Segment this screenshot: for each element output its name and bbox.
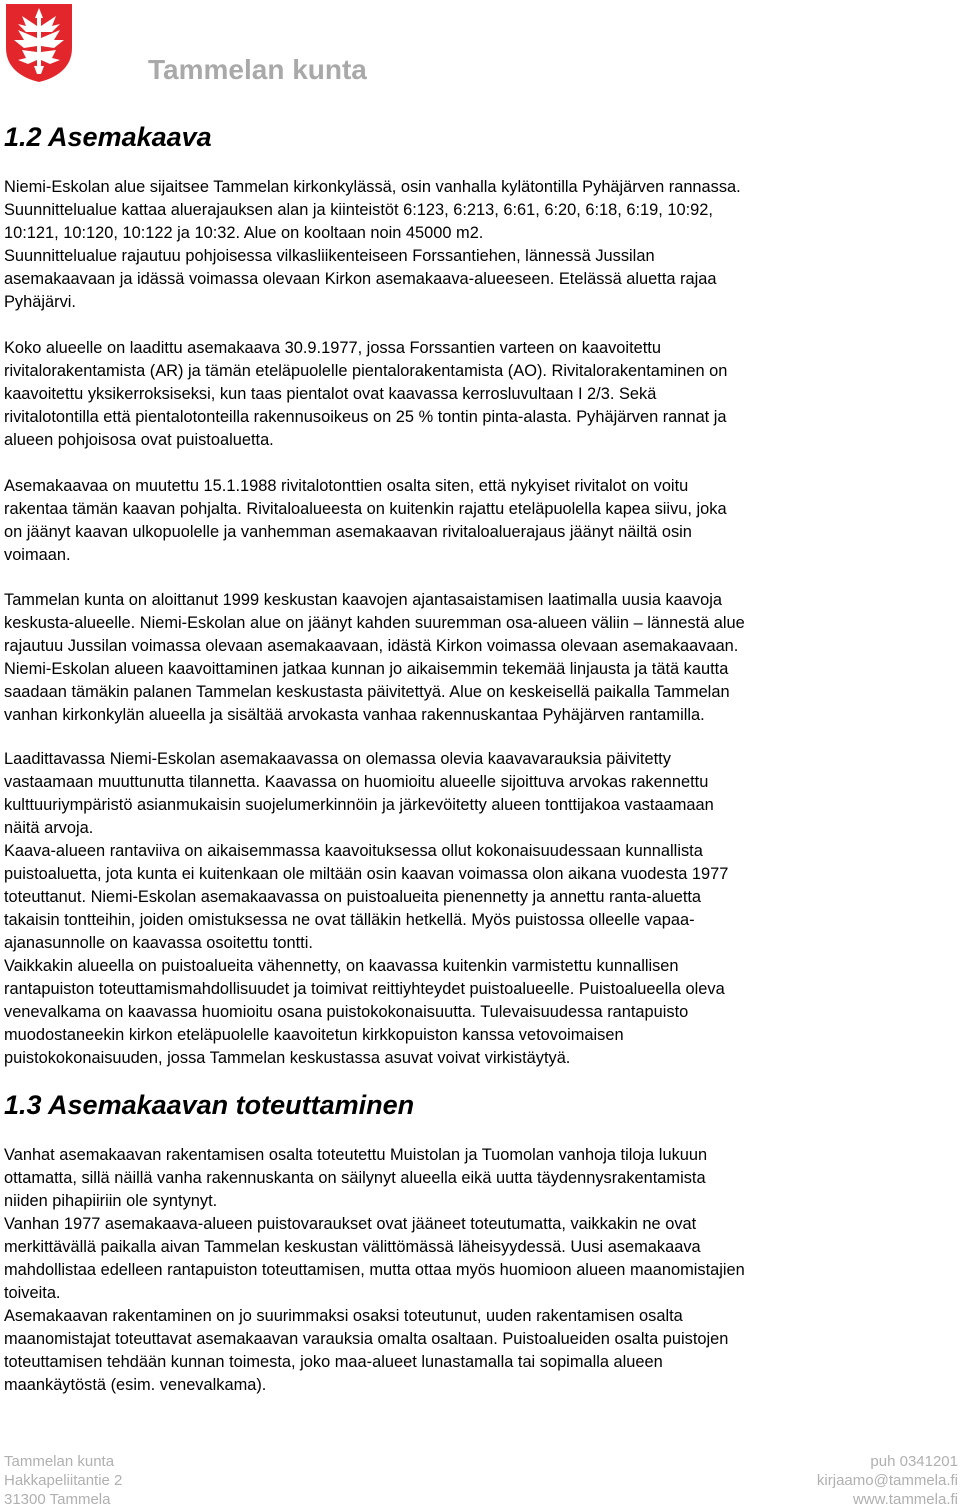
footer-street: Hakkapeliitantie 2: [4, 1472, 123, 1489]
section-heading-toteuttaminen: 1.3 Asemakaavan toteuttaminen: [4, 1090, 415, 1120]
footer-org: Tammelan kunta: [4, 1453, 115, 1470]
paragraph: Asemakaavaa on muutettu 15.1.1988 rivitalotonttien osalta siten, että nykyiset rivitalot on voitu rakentaa tämän kaavan pohjalta. Rivitaloalueesta on kuitenkin rajattu eteläpuolella kapea siivu, joka on jäänyt kaavan ulkopuolelle ja vanhemman asemakaavan rivitaloaluerajaus jäänyt näiltä osin voimaan.: [4, 477, 727, 564]
footer-postcode: 31300 Tammela: [4, 1491, 111, 1508]
paragraph: Tammelan kunta on aloittanut 1999 keskustan kaavojen ajantasaistamisen laatimalla uusia kaavoja keskusta-alueelle. Niemi-Eskolan alue on jäänyt kahden suuremman osa-alueen väliin – lännestä alue rajautuu Jussilan voimassa olevaan asemakaavaan, idästä Kirkon voimassa olevaan asemakaavaan. Niemi-Eskolan alueen kaavoittaminen jatkaa kunnan jo aikaisemmin tekemää linjausta ja tätä kautta saadaan tämäkin palanen Tammelan keskustasta päivitettyä. Alue on keskeisellä paikalla Tammelan vanhan kirkonkylän alueella ja sisältää arvokasta vanhaa rakennuskantaa Pyhäjärven rantamilla.: [4, 591, 745, 724]
paragraph: Laadittavassa Niemi-Eskolan asemakaavassa on olemassa olevia kaavavarauksia päivitetty vastaamaan muuttunutta tilannetta. Kaavassa on huomioitu alueelle sijoittuva arvokas rakennettu kulttuuriympäristö asianmukaisin suojelumerkinnöin ja järkevöitetty alueen tonttijakoa vastaamaan näitä arvoja. Kaava-alueen rantaviiva on aikaisemmassa kaavoituksessa ollut kokonaisuudessaan kunnallista puistoaluetta, jota kunta ei kuitenkaan ole miltään osin kaavan voimassa olon aikana vuodesta 1977 toteuttanut. Niemi-Eskolan asemakaavassa on puistoalueita pienennetty ja annettu ranta-aluetta takaisin tontteihin, joiden omistuksessa ne ovat tälläkin hetkellä. Myös puistossa olleelle vapaa- ajanasunnolle on kaavassa osoitettu tontti. Vaikkakin alueella on puistoalueita vähennetty, on kaavassa kuitenkin varmistettu kunnallisen rantapuiston toteuttamismahdollisuudet ja toimivat reittiyhteydet puistoalueelle. Puistoalueella oleva venevalkama on kaavassa huomioitu osana puistokokonaisuutta. Tulevaisuudessa rantapuisto muodostaneekin kirkon eteläpuolelle kaavoitetun kirkkopuiston kanssa vetovoimaisen puistokokonaisuuden, jossa Tammelan keskustassa asuvat voivat virkistäytyä.: [4, 750, 729, 1067]
footer-phone: puh 0341201: [870, 1453, 958, 1470]
footer-address: [4, 1452, 122, 1509]
paragraph: Niemi-Eskolan alue sijaitsee Tammelan kirkonkylässä, osin vanhalla kylätontilla Pyhäjärven rannassa. Suunnittelualue kattaa aluerajauksen alan ja kiinteistöt 6:123, 6:213, 6:61, 6:20, 6:18, 6:19, 10:92, 10:121, 10:120, 10:122 ja 10:32. Alue on kooltaan noin 45000 m2. Suunnittelualue rajautuu pohjoisessa vilkasliikenteiseen Forssantiehen, lännessä Jussilan asemakaavaan ja idässä voimassa olevaan Kirkon asemakaava-alueeseen. Etelässä aluetta rajaa Pyhäjärvi.: [4, 178, 741, 311]
footer-website[interactable]: www.tammela.fi: [852, 1491, 958, 1508]
footer-email[interactable]: kirjaamo@tammela.fi: [816, 1472, 958, 1489]
coat-of-arms-logo: [4, 2, 74, 84]
paragraph: Koko alueelle on laadittu asemakaava 30.9.1977, jossa Forssantien varteen on kaavoitettu rivitalorakentamista (AR) ja tämän eteläpuolelle pientalorakentamista (AO). Rivitalorakentaminen on kaavoitettu yksikerroksiseksi, kun taas pientalot ovat kaavassa kerrosluvultaan I 2/3. Sekä rivitalotontilla että pientalotonteilla rakennusoikeus on 25 % tontin pinta-alasta. Pyhäjärven rannat ja alueen pohjoisosa ovat puistoaluetta.: [4, 339, 728, 449]
paragraph: Vanhat asemakaavan rakentamisen osalta toteutettu Muistolan ja Tuomolan vanhoja tiloja lukuun ottamatta, sillä näillä vanha rakennuskanta on säilynyt alueella eikä uutta täydennysrakentamista niiden pihapiiriin ole syntynyt. Vanhan 1977 asemakaava-alueen puistovaraukset ovat jääneet toteutumatta, vaikkakin ne ovat merkittävällä paikalla aivan Tammelan keskustan välittömässä läheisyydessä. Uusi asemakaava mahdollistaa edelleen rantapuiston toteuttamisen, mutta ottaa myös huomioon alueen maanomistajien toiveita. Asemakaavan rakentaminen on jo suurimmaksi osaksi toteutunut, uuden rakentamisen osalta maanomistajat toteuttavat asemakaavan varauksia omalta osaltaan. Puistoalueiden osalta puistojen toteuttamisen tehdään kunnan toimesta, joko maa-alueet lunastamalla tai sopimalla alueen maankäytöstä (esim. venevalkama).: [4, 1146, 745, 1394]
brand-title: Tammelan kunta: [148, 54, 367, 85]
footer-contact: [817, 1452, 958, 1509]
section-heading-asemakaava: 1.2 Asemakaava: [4, 122, 212, 152]
